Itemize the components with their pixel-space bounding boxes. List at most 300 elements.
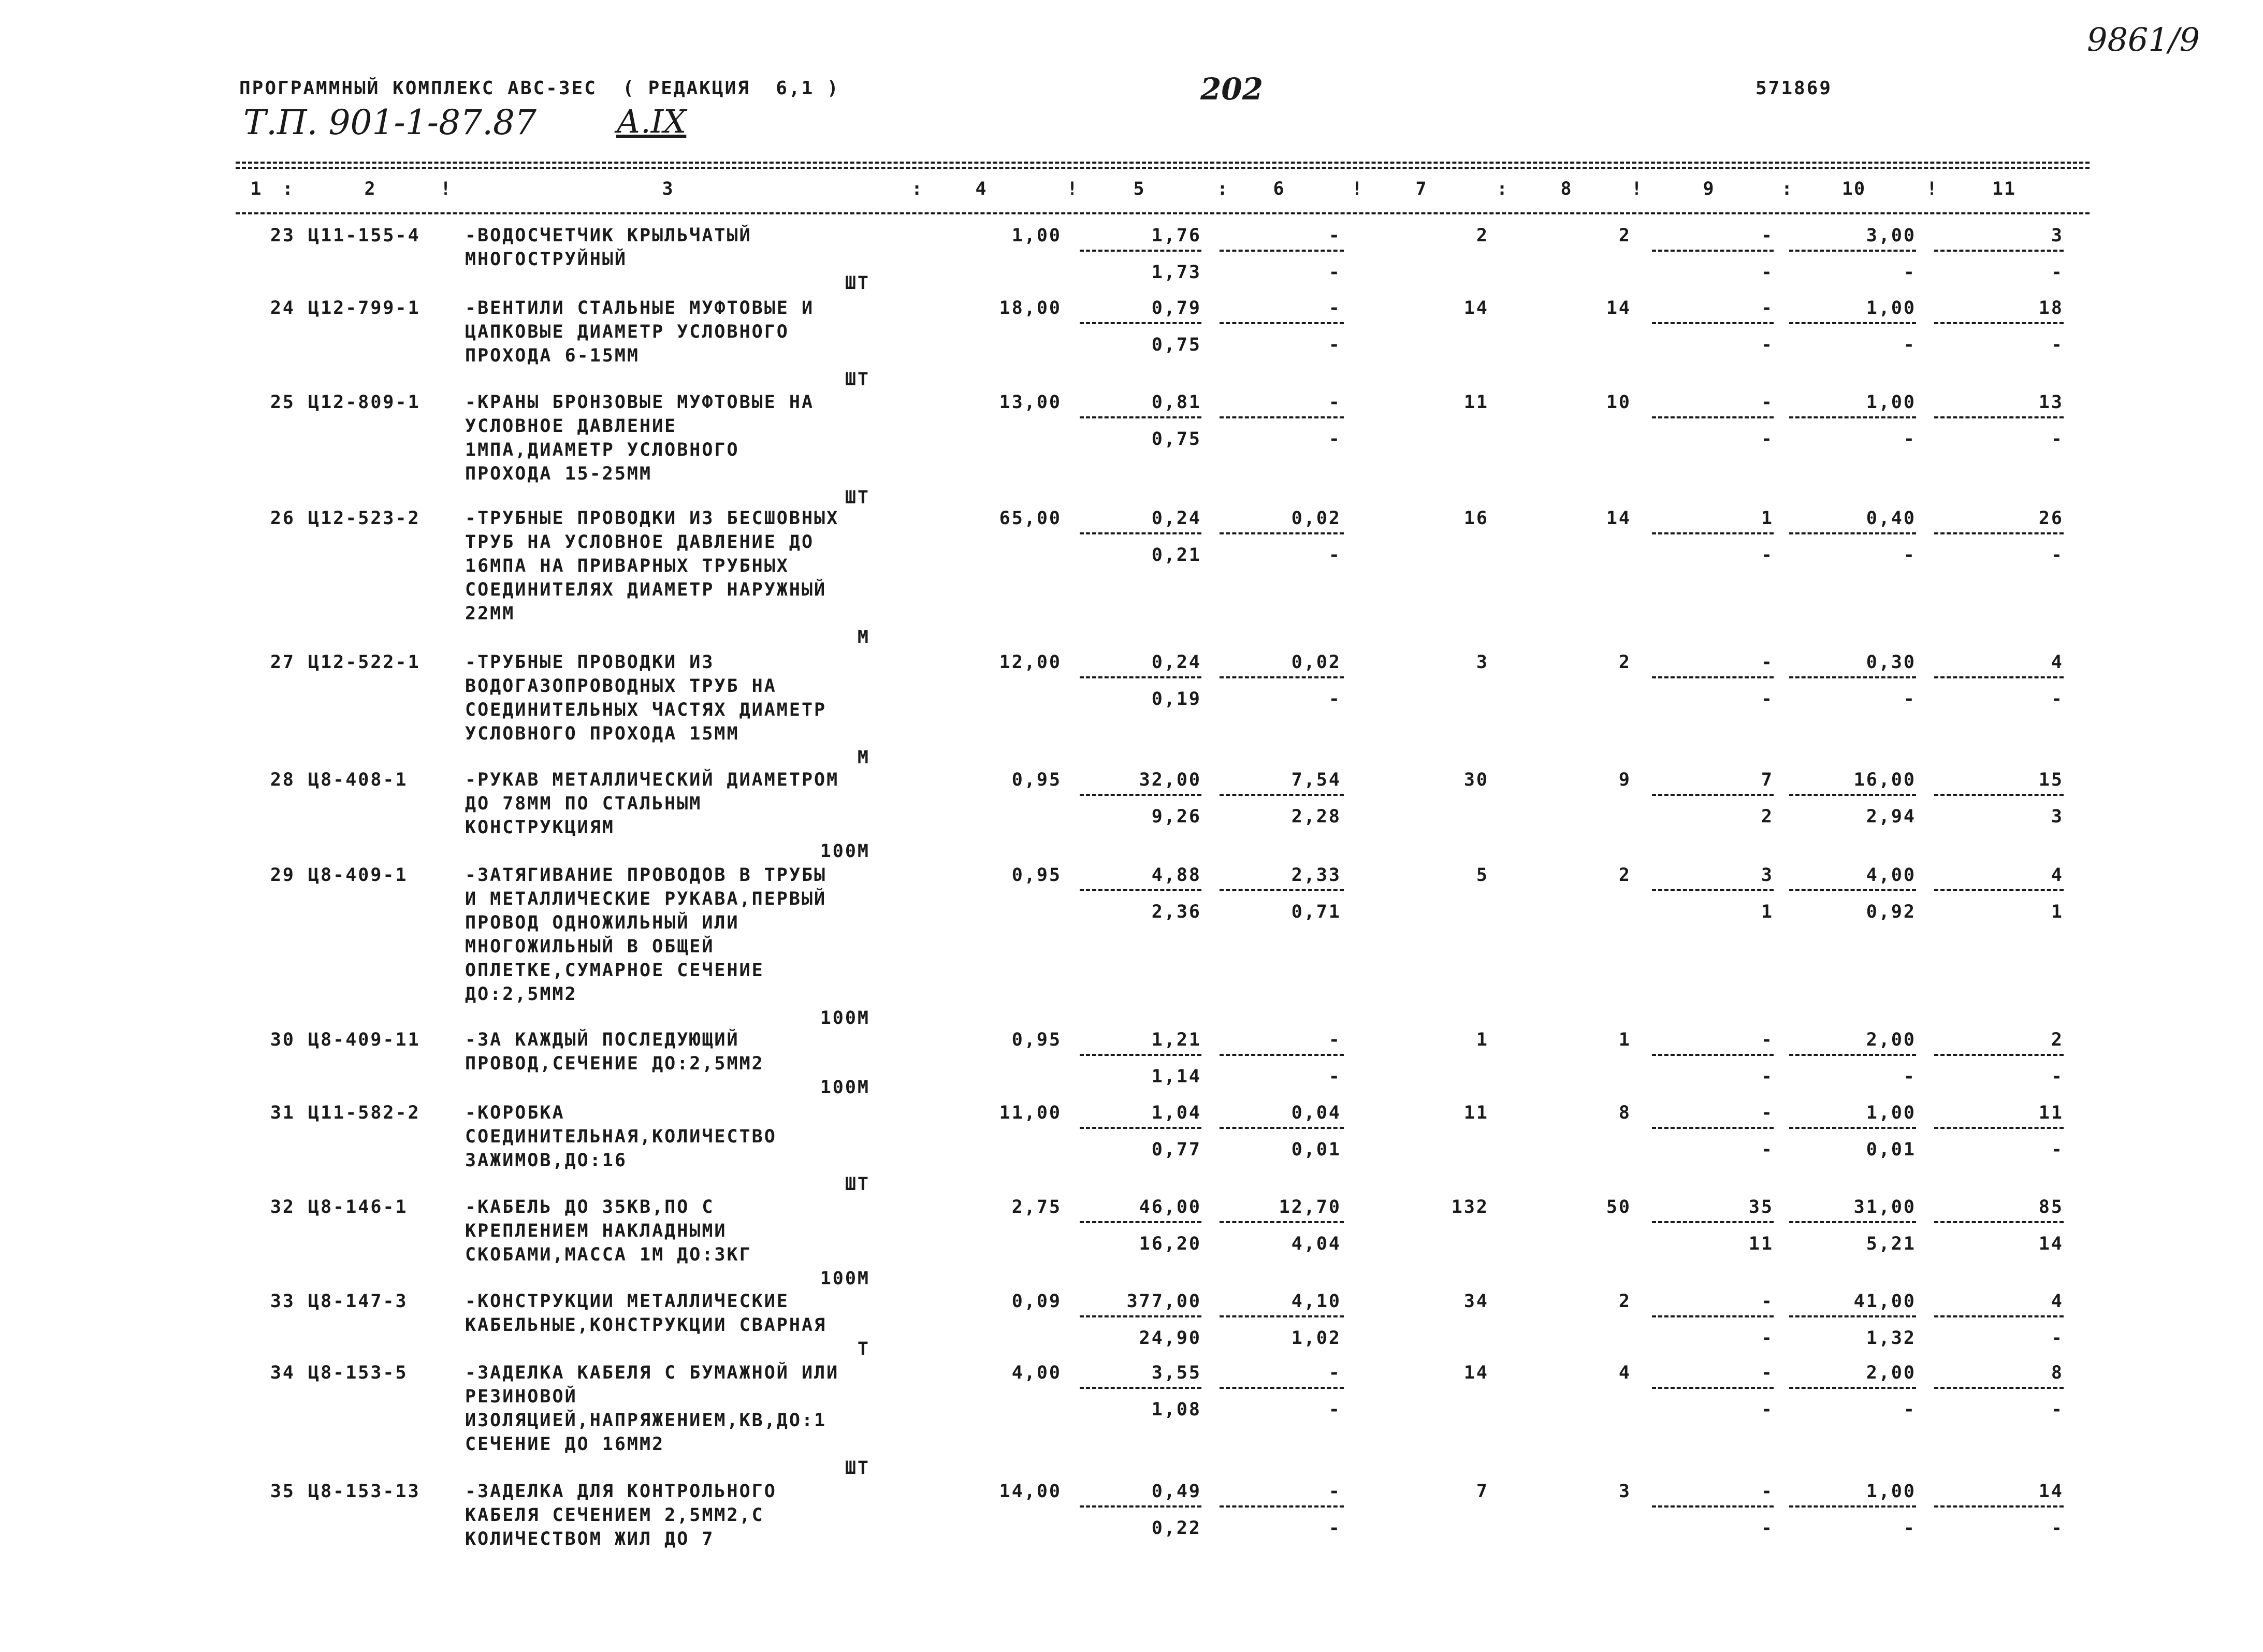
col9-value: - [1761,1103,1774,1123]
col10-subvalue: - [1903,1399,1916,1420]
dash-separator [1652,416,1774,418]
unit-of-measure: 100М [820,1268,870,1289]
work-description-line: КАБЕЛЬНЫЕ,КОНСТРУКЦИИ СВАРНАЯ [465,1315,827,1336]
dash-separator [1220,1221,1344,1223]
work-description-line: УСЛОВНОГО ПРОХОДА 15ММ [465,723,739,744]
work-description-line: СКОБАМИ,МАССА 1М ДО:3КГ [465,1244,752,1265]
dash-separator [1220,794,1344,796]
work-description-line: -ЗАДЕЛКА ДЛЯ КОНТРОЛЬНОГО [465,1481,777,1502]
col11-value: 18 [2038,298,2064,318]
dash-separator [1220,322,1344,324]
work-description-line: ПРОХОДА 15-25ММ [465,463,652,484]
col5-subvalue: 16,20 [1139,1234,1201,1254]
dash-separator [1220,250,1344,252]
archive-number: 9861/9 [2087,21,2200,59]
work-description-line: -КОРОБКА [465,1103,565,1123]
dash-separator [1220,1315,1344,1317]
col11-subvalue: - [2051,1328,2064,1349]
col9-value: - [1761,298,1774,318]
column-separator: ! [1067,179,1078,199]
dash-separator [1652,1221,1774,1223]
col6-subvalue: 2,28 [1291,806,1341,827]
col11-subvalue: 14 [2038,1234,2064,1254]
col6-subvalue: - [1328,545,1341,566]
dash-separator [1080,1054,1201,1056]
dash-separator [1789,1315,1916,1317]
work-description-line: ТРУБ НА УСЛОВНОЕ ДАВЛЕНИЕ ДО [465,532,815,553]
col9-subvalue: - [1761,689,1774,709]
row-number: 24 [270,298,295,318]
work-description-line: РЕЗИНОВОЙ [465,1386,577,1407]
col10-subvalue: 5,21 [1866,1234,1916,1254]
col8-value: 2 [1618,1291,1631,1312]
col11-value: 15 [2038,770,2064,790]
unit-of-measure: ШТ [845,1174,870,1195]
col10-value: 1,00 [1866,298,1916,318]
col5-subvalue: 0,22 [1151,1518,1201,1539]
work-description-line: -КРАНЫ БРОНЗОВЫЕ МУФТОВЫЕ НА [465,392,815,413]
col9-value: 3 [1761,865,1774,886]
work-description-line: ЗАЖИМОВ,ДО:16 [465,1150,627,1171]
col5-subvalue: 0,21 [1151,545,1201,566]
rate-code: Ц8-146-1 [308,1197,408,1218]
col11-subvalue: 3 [2051,806,2064,827]
col7-value: 16 [1463,508,1489,529]
work-description-line: 1МПА,ДИАМЕТР УСЛОВНОГО [465,440,739,460]
column-separator: : [911,179,923,199]
quantity-value: 0,09 [1011,1291,1062,1312]
col6-subvalue: - [1328,1399,1341,1420]
col8-value: 14 [1606,508,1631,529]
work-description-line: -КОНСТРУКЦИИ МЕТАЛЛИЧЕСКИЕ [465,1291,789,1312]
column-separator: : [282,179,294,199]
column-separator: ! [1352,179,1363,199]
row-number: 29 [270,865,295,886]
rate-code: Ц11-155-4 [308,225,420,246]
col11-value: 11 [2038,1103,2064,1123]
column-header-6: 6 [1273,179,1285,199]
col9-subvalue: - [1761,262,1774,283]
quantity-value: 0,95 [1011,865,1062,886]
work-description-line: КОНСТРУКЦИЯМ [465,817,615,838]
dash-separator [1789,1221,1916,1223]
col7-value: 14 [1463,1363,1489,1383]
work-description-line: -ТРУБНЫЕ ПРОВОДКИ ИЗ БЕСШОВНЫХ [465,508,839,529]
dash-separator [1789,416,1916,418]
col5-value: 3,55 [1151,1363,1201,1383]
work-description-line: КАБЕЛЯ СЕЧЕНИЕМ 2,5ММ2,С [465,1505,764,1526]
col8-value: 50 [1606,1197,1631,1218]
dash-separator [1220,416,1344,418]
col7-value: 2 [1476,225,1489,246]
work-description-line: 16МПА НА ПРИВАРНЫХ ТРУБНЫХ [465,556,789,576]
dash-separator [1789,1054,1916,1056]
col8-value: 2 [1618,865,1631,886]
program-title: ПРОГРАММНЫЙ КОМПЛЕКС АВС-3ЕС ( РЕДАКЦИЯ 6,1 ) [239,78,840,99]
work-description-line: КОЛИЧЕСТВОМ ЖИЛ ДО 7 [465,1529,715,1549]
quantity-value: 0,95 [1011,1030,1062,1050]
dash-separator [1789,676,1916,678]
col9-subvalue: - [1761,1328,1774,1349]
col10-value: 1,00 [1866,392,1916,413]
work-description-line: И МЕТАЛЛИЧЕСКИЕ РУКАВА,ПЕРВЫЙ [465,889,827,909]
col9-value: - [1761,1291,1774,1312]
col6-value: 7,54 [1291,770,1341,790]
col10-subvalue: 1,32 [1866,1328,1916,1349]
col5-subvalue: 2,36 [1151,902,1201,922]
col10-subvalue: - [1903,262,1916,283]
work-description-line: СОЕДИНИТЕЛЬНАЯ,КОЛИЧЕСТВО [465,1126,777,1147]
col5-value: 0,79 [1151,298,1201,318]
col5-subvalue: 1,73 [1151,262,1201,283]
col5-subvalue: 1,14 [1151,1066,1201,1087]
dash-separator [1934,1221,2064,1223]
col11-value: 85 [2038,1197,2064,1218]
quantity-value: 11,00 [999,1103,1062,1123]
row-number: 27 [270,652,295,673]
dash-separator [1080,250,1201,252]
col10-value: 1,00 [1866,1103,1916,1123]
col6-value: 4,10 [1291,1291,1341,1312]
col6-value: - [1328,1030,1341,1050]
col7-value: 5 [1476,865,1489,886]
col7-value: 30 [1463,770,1489,790]
quantity-value: 0,95 [1011,770,1062,790]
work-description-line: МНОГОСТРУЙНЫЙ [465,249,627,270]
dash-separator [1934,794,2064,796]
rate-code: Ц8-409-1 [308,865,408,886]
col10-value: 31,00 [1853,1197,1916,1218]
dash-separator [1080,794,1201,796]
col5-value: 1,21 [1151,1030,1201,1050]
col10-subvalue: - [1903,1518,1916,1539]
col10-value: 16,00 [1853,770,1916,790]
dash-separator [1080,1127,1201,1129]
col5-value: 0,24 [1151,508,1201,529]
col9-subvalue: - [1761,1139,1774,1160]
rate-code: Ц12-809-1 [308,392,420,413]
column-header-9: 9 [1703,179,1715,199]
col11-value: 2 [2051,1030,2064,1050]
col9-value: - [1761,1030,1774,1050]
quantity-value: 65,00 [999,508,1062,529]
rate-code: Ц8-153-5 [308,1363,408,1383]
column-separator: : [1781,179,1793,199]
col10-value: 2,00 [1866,1363,1916,1383]
col6-subvalue: 0,01 [1291,1139,1341,1160]
row-number: 31 [270,1103,295,1123]
rate-code: Ц8-147-3 [308,1291,408,1312]
dash-separator [1080,1387,1201,1389]
column-header-8: 8 [1560,179,1573,199]
dash-separator [1652,1505,1774,1508]
work-description-line: ИЗОЛЯЦИЕЙ,НАПРЯЖЕНИЕМ,КВ,ДО:1 [465,1410,827,1431]
dash-separator [1934,1127,2064,1129]
work-description-line: КРЕПЛЕНИЕМ НАКЛАДНЫМИ [465,1221,727,1241]
dash-separator [1652,1387,1774,1389]
dash-separator [1789,794,1916,796]
col9-value: - [1761,225,1774,246]
rate-code: Ц11-582-2 [308,1103,420,1123]
col6-subvalue: 0,71 [1291,902,1341,922]
work-description-line: -ЗА КАЖДЫЙ ПОСЛЕДУЮЩИЙ [465,1030,739,1050]
col7-value: 34 [1463,1291,1489,1312]
col9-value: - [1761,652,1774,673]
dash-separator [1789,322,1916,324]
col9-value: - [1761,1363,1774,1383]
col5-subvalue: 0,75 [1151,429,1201,450]
rate-code: Ц8-409-11 [308,1030,420,1050]
col5-subvalue: 0,77 [1151,1139,1201,1160]
col9-subvalue: - [1761,545,1774,566]
album-number: А.IX [616,103,687,140]
col11-value: 4 [2051,1291,2064,1312]
dash-separator [1080,416,1201,418]
col6-subvalue: - [1328,1518,1341,1539]
col9-subvalue: - [1761,1066,1774,1087]
col5-subvalue: 1,08 [1151,1399,1201,1420]
unit-of-measure: 100М [820,841,870,862]
dash-separator [1220,676,1344,678]
col5-value: 1,76 [1151,225,1201,246]
quantity-value: 2,75 [1011,1197,1062,1218]
col9-value: 1 [1761,508,1774,529]
col6-subvalue: - [1328,262,1341,283]
col11-value: 14 [2038,1481,2064,1502]
row-number: 25 [270,392,295,413]
col10-subvalue: - [1903,429,1916,450]
dash-separator [1220,1387,1344,1389]
col6-value: - [1328,1481,1341,1502]
work-description-line: -ЗАДЕЛКА КАБЕЛЯ С БУМАЖНОЙ ИЛИ [465,1363,839,1383]
col6-value: - [1328,298,1341,318]
col11-value: 8 [2051,1363,2064,1383]
dash-separator [1934,250,2064,252]
col5-value: 0,24 [1151,652,1201,673]
col9-value: 7 [1761,770,1774,790]
dash-separator [1934,676,2064,678]
work-description-line: ВОДОГАЗОПРОВОДНЫХ ТРУБ НА [465,676,777,697]
col5-subvalue: 0,19 [1151,689,1201,709]
document-code: 571869 [1756,78,1833,99]
col7-value: 3 [1476,652,1489,673]
col6-value: - [1328,1363,1341,1383]
dash-separator [1934,416,2064,418]
quantity-value: 4,00 [1011,1363,1062,1383]
rate-code: Ц12-523-2 [308,508,420,529]
col5-subvalue: 0,75 [1151,335,1201,355]
col6-value: 0,02 [1291,508,1341,529]
row-number: 28 [270,770,295,790]
work-description-line: ЦАПКОВЫЕ ДИАМЕТР УСЛОВНОГО [465,322,789,342]
col11-value: 13 [2038,392,2064,413]
unit-of-measure: М [857,747,870,768]
col9-subvalue: 11 [1748,1234,1774,1254]
col11-value: 4 [2051,652,2064,673]
col9-subvalue: 1 [1761,902,1774,922]
work-description-line: ПРОВОД ОДНОЖИЛЬНЫЙ ИЛИ [465,912,739,933]
unit-of-measure: М [857,627,870,648]
rate-code: Ц8-408-1 [308,770,408,790]
dash-separator [1789,1387,1916,1389]
work-description-line: ПРОВОД,СЕЧЕНИЕ ДО:2,5ММ2 [465,1053,764,1074]
column-header-10: 10 [1841,179,1866,199]
col10-subvalue: 0,01 [1866,1139,1916,1160]
col9-subvalue: 2 [1761,806,1774,827]
dash-separator [1789,889,1916,891]
unit-of-measure: 100М [820,1077,870,1098]
col11-subvalue: 1 [2051,902,2064,922]
dash-separator [1652,1127,1774,1129]
col10-subvalue: - [1903,545,1916,566]
col9-subvalue: - [1761,429,1774,450]
unit-of-measure: Т [857,1339,870,1359]
dash-separator [1080,889,1201,891]
work-description-line: -РУКАВ МЕТАЛЛИЧЕСКИЙ ДИАМЕТРОМ [465,770,839,790]
dash-separator [1080,322,1201,324]
col5-value: 4,88 [1151,865,1201,886]
header-top-rule [236,162,2090,164]
col6-subvalue: - [1328,429,1341,450]
dash-separator [1220,1127,1344,1129]
dash-separator [1789,1127,1916,1129]
dash-separator [1080,1315,1201,1317]
work-description-line: ПРОХОДА 6-15ММ [465,345,640,366]
col6-value: 0,02 [1291,652,1341,673]
col7-value: 14 [1463,298,1489,318]
col5-subvalue: 9,26 [1151,806,1201,827]
work-description-line: ДО:2,5ММ2 [465,984,577,1005]
quantity-value: 18,00 [999,298,1062,318]
dash-separator [1080,1505,1201,1508]
work-description-line: -ТРУБНЫЕ ПРОВОДКИ ИЗ [465,652,715,673]
col6-value: 2,33 [1291,865,1341,886]
dash-separator [1934,532,2064,534]
quantity-value: 14,00 [999,1481,1062,1502]
work-description-line: СОЕДИНИТЕЛЯХ ДИАМЕТР НАРУЖНЫЙ [465,579,827,600]
column-separator: ! [1926,179,1938,199]
column-separator: ! [1631,179,1643,199]
col6-value: 0,04 [1291,1103,1341,1123]
col11-subvalue: - [2051,429,2064,450]
work-description-line: -ВЕНТИЛИ СТАЛЬНЫЕ МУФТОВЫЕ И [465,298,815,318]
work-description-line: -КАБЕЛЬ ДО 35КВ,ПО С [465,1197,715,1218]
dash-separator [1934,1387,2064,1389]
work-description-line: МНОГОЖИЛЬНЫЙ В ОБЩЕЙ [465,936,715,957]
col10-value: 0,40 [1866,508,1916,529]
dash-separator [1934,322,2064,324]
dash-separator [1220,1505,1344,1508]
col5-value: 0,49 [1151,1481,1201,1502]
rate-code: Ц8-153-13 [308,1481,420,1502]
row-number: 30 [270,1030,295,1050]
dash-separator [1652,889,1774,891]
dash-separator [1652,794,1774,796]
col9-value: - [1761,1481,1774,1502]
dash-separator [1652,676,1774,678]
col8-value: 8 [1618,1103,1631,1123]
col6-value: - [1328,225,1341,246]
work-description-line: СОЕДИНИТЕЛЬНЫХ ЧАСТЯХ ДИАМЕТР [465,700,827,720]
col5-value: 32,00 [1139,770,1201,790]
col6-subvalue: 1,02 [1291,1328,1341,1349]
rate-code: Ц12-522-1 [308,652,420,673]
col11-subvalue: - [2051,545,2064,566]
col9-value: 35 [1748,1197,1774,1218]
col8-value: 10 [1606,392,1631,413]
col5-value: 46,00 [1139,1197,1201,1218]
col5-subvalue: 24,90 [1139,1328,1201,1349]
unit-of-measure: ШТ [845,487,870,508]
col8-value: 1 [1618,1030,1631,1050]
work-description-line: -ЗАТЯГИВАНИЕ ПРОВОДОВ В ТРУБЫ [465,865,827,886]
col11-value: 3 [2051,225,2064,246]
dash-separator [1652,532,1774,534]
column-header-3: 3 [662,179,674,199]
header-bottom-rule [236,212,2090,214]
work-description-line: УСЛОВНОЕ ДАВЛЕНИЕ [465,416,677,437]
column-header-11: 11 [1992,179,2017,199]
work-description-line: 22ММ [465,603,515,624]
row-number: 33 [270,1291,295,1312]
dash-separator [1789,1505,1916,1508]
col11-value: 4 [2051,865,2064,886]
col10-subvalue: 2,94 [1866,806,1916,827]
col11-subvalue: - [2051,689,2064,709]
col5-value: 377,00 [1126,1291,1201,1312]
row-number: 23 [270,225,295,246]
column-header-1: 1 [250,179,263,199]
dash-separator [1080,1221,1201,1223]
col8-value: 9 [1618,770,1631,790]
col6-subvalue: - [1328,335,1341,355]
col7-value: 7 [1476,1481,1489,1502]
quantity-value: 12,00 [999,652,1062,673]
col11-subvalue: - [2051,335,2064,355]
dash-separator [1934,1315,2064,1317]
col5-value: 0,81 [1151,392,1201,413]
dash-separator [1220,1054,1344,1056]
col11-subvalue: - [2051,1139,2064,1160]
col7-value: 132 [1451,1197,1489,1218]
column-header-5: 5 [1133,179,1145,199]
column-separator: : [1217,179,1228,199]
row-number: 34 [270,1363,295,1383]
col10-subvalue: 0,92 [1866,902,1916,922]
col10-subvalue: - [1903,335,1916,355]
col8-value: 2 [1618,652,1631,673]
dash-separator [1080,532,1201,534]
col10-value: 1,00 [1866,1481,1916,1502]
col9-subvalue: - [1761,335,1774,355]
col10-value: 3,00 [1866,225,1916,246]
column-header-4: 4 [975,179,988,199]
quantity-value: 1,00 [1011,225,1062,246]
header-top-rule-2 [236,167,2090,169]
col7-value: 1 [1476,1030,1489,1050]
col8-value: 14 [1606,298,1631,318]
page-number: 202 [1200,71,1264,107]
unit-of-measure: ШТ [845,369,870,390]
col5-value: 1,04 [1151,1103,1201,1123]
col7-value: 11 [1463,1103,1489,1123]
col9-subvalue: - [1761,1399,1774,1420]
col6-value: - [1328,392,1341,413]
unit-of-measure: 100М [820,1008,870,1028]
project-number: Т.П. 901-1-87.87 [243,103,537,142]
unit-of-measure: ШТ [845,1458,870,1479]
dash-separator [1220,889,1344,891]
